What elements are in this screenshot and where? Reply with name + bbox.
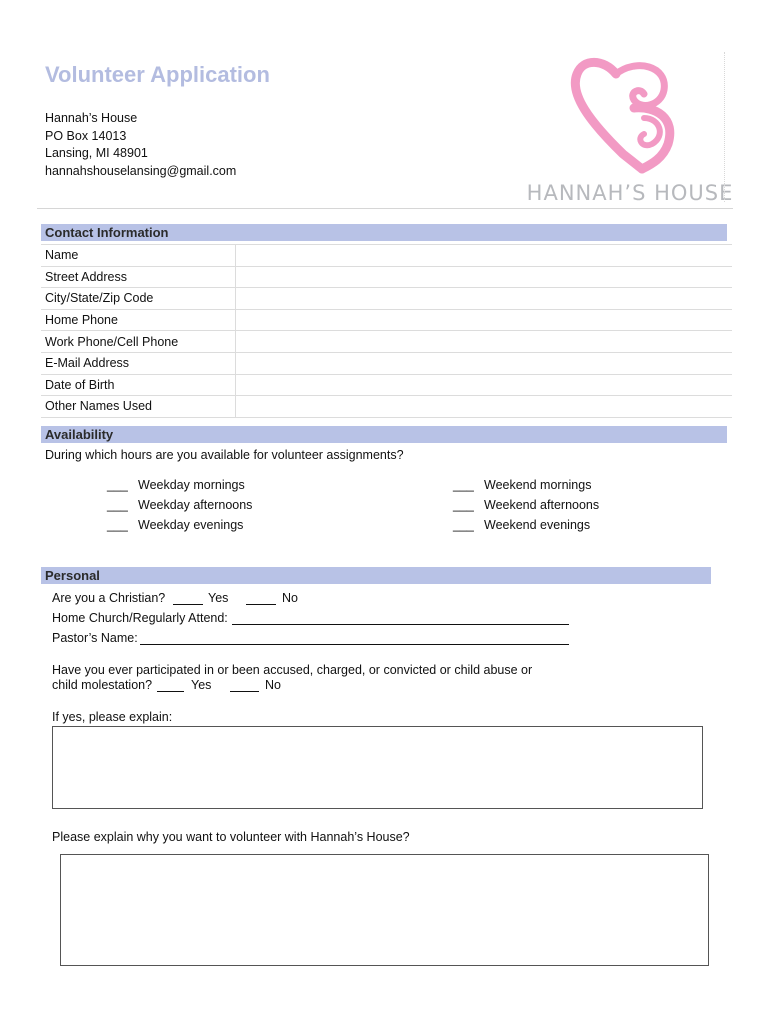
table-row [41,352,732,374]
home-church-field[interactable] [232,624,569,625]
table-row [41,374,732,396]
no-label: No [282,591,298,605]
table-row [41,396,732,418]
page-title: Volunteer Application [45,62,270,87]
work-cell-phone-field[interactable] [236,331,733,353]
weekend-afternoons-blank[interactable]: ___ [453,498,474,512]
hannahs-house-logo [526,52,734,207]
abuse-yes-blank[interactable] [157,691,184,692]
weekday-evenings-blank[interactable]: ___ [107,518,128,532]
weekday-evenings-label: Weekday evenings [138,518,244,532]
table-row [41,309,732,331]
weekend-afternoons-label: Weekend afternoons [484,498,600,512]
explain-textbox[interactable] [52,726,703,809]
address-line: Hannah’s House [45,111,138,125]
weekday-mornings-blank[interactable]: ___ [107,478,128,492]
table-row [41,331,732,353]
field-label: Work Phone/Cell Phone [41,331,236,353]
section-header-availability: Availability [41,426,727,443]
section-header-contact: Contact Information [41,224,727,241]
christian-question: Are you a Christian? [52,591,166,605]
field-label: Date of Birth [41,374,236,396]
weekday-mornings-label: Weekday mornings [138,478,245,492]
field-label: Other Names Used [41,396,236,418]
heart-swirl-icon [526,52,734,207]
christian-no-blank[interactable] [246,604,276,605]
organization-address [45,110,236,180]
yes-label: Yes [191,678,212,692]
availability-question: During which hours are you available for volunteer assignments? [45,448,404,462]
christian-yes-blank[interactable] [173,604,203,605]
address-email: hannahshouselansing@gmail.com [45,163,237,178]
address-line: PO Box 14013 [45,128,127,143]
divider [37,208,733,209]
street-address-field[interactable] [236,266,733,288]
yes-label: Yes [208,591,229,605]
logo-wordmark: HANNAH’S HOUSE [526,181,734,205]
why-volunteer-textbox[interactable] [60,854,709,966]
home-church-label: Home Church/Regularly Attend: [52,611,228,625]
abuse-question: Have you ever participated in or been accused, charged, or convicted or child abuse or [52,663,533,677]
weekday-afternoons-blank[interactable]: ___ [107,498,128,512]
table-row [41,245,732,267]
other-names-field[interactable] [236,396,733,418]
home-phone-field[interactable] [236,309,733,331]
weekend-evenings-blank[interactable]: ___ [453,518,474,532]
email-field[interactable] [236,352,733,374]
abuse-question-cont: child molestation? [52,678,153,692]
weekend-evenings-label: Weekend evenings [484,518,591,532]
city-state-zip-field[interactable] [236,288,733,310]
pastor-name-label: Pastor’s Name: [52,631,138,645]
table-row [41,266,732,288]
field-label: Street Address [41,266,236,288]
date-of-birth-field[interactable] [236,374,733,396]
name-field[interactable] [236,245,733,267]
weekend-mornings-label: Weekend mornings [484,478,592,492]
address-line: Lansing, MI 48901 [45,146,148,160]
field-label: E-Mail Address [41,352,236,374]
section-header-personal: Personal [41,567,711,584]
explain-label: If yes, please explain: [52,710,173,724]
field-label: Name [41,245,236,267]
why-volunteer-label: Please explain why you want to volunteer with Hannah’s House? [52,830,410,844]
field-label: Home Phone [41,309,236,331]
table-row [41,288,732,310]
abuse-no-blank[interactable] [230,691,259,692]
contact-table [41,244,732,418]
weekend-mornings-blank[interactable]: ___ [453,478,474,492]
field-label: City/State/Zip Code [41,288,236,310]
weekday-afternoons-label: Weekday afternoons [138,498,253,512]
divider [724,52,725,202]
no-label: No [265,678,281,692]
pastor-name-field[interactable] [140,644,569,645]
